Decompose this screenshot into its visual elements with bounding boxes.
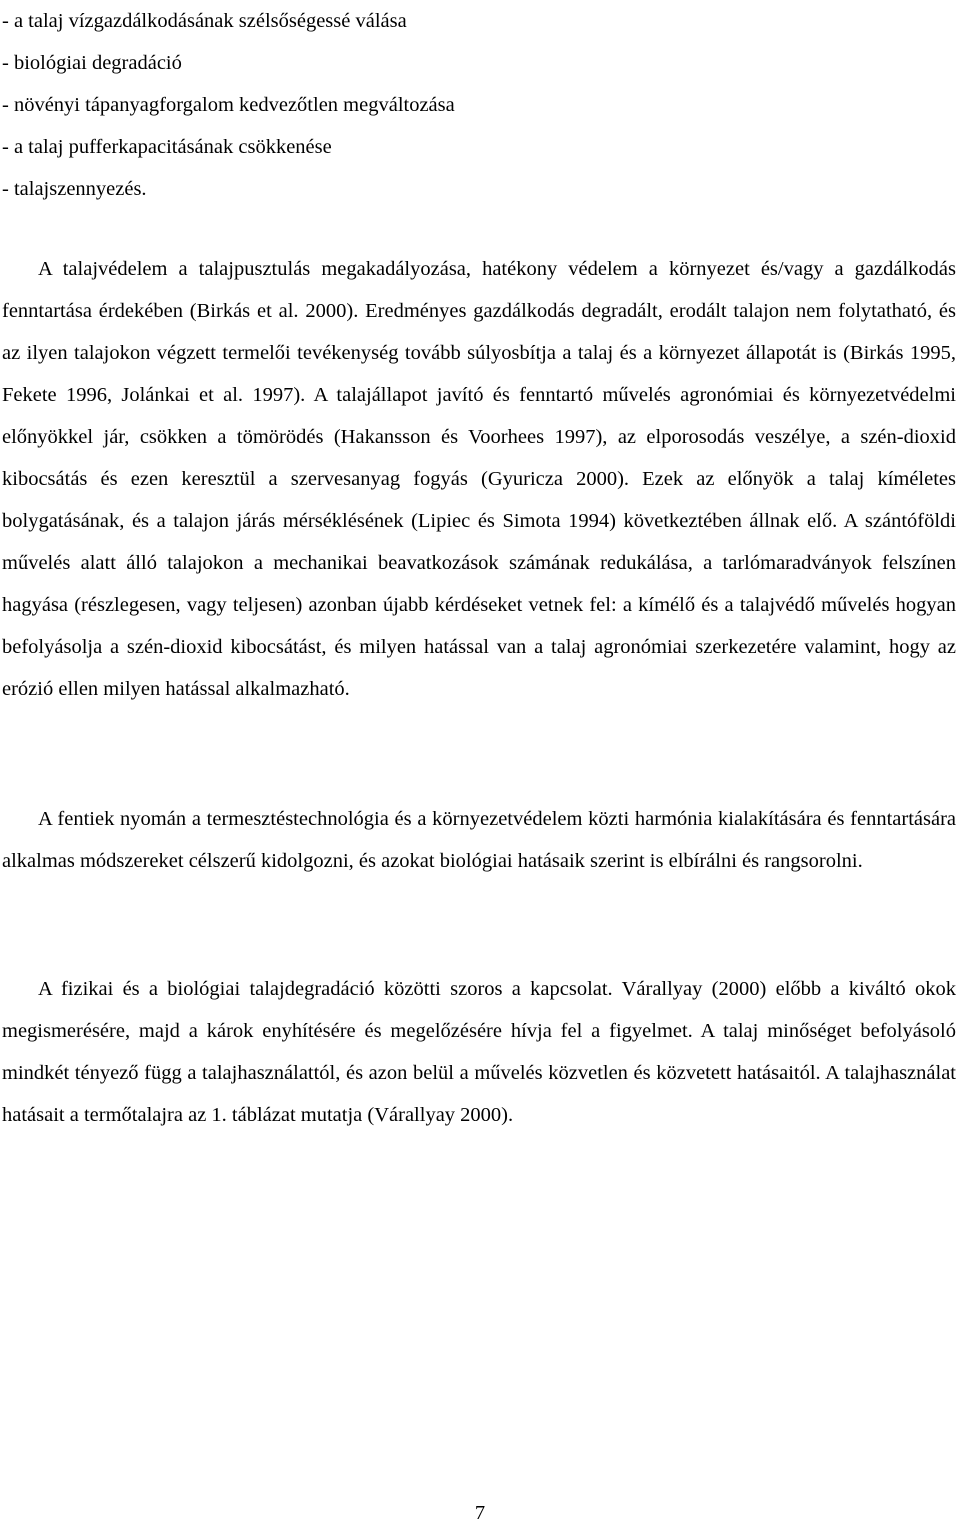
paragraph-harmony: A fentiek nyomán a termesztéstechnológia és a környezetvédelem közti harmónia kialakítására és fenntartására alkalmas módszereket célszerű kidolgozni, és azokat biológiai hatásaik szerint is elbírálni és rangsorolni. bbox=[2, 808, 956, 872]
paragraph-soil-protection: A talajvédelem a talajpusztulás megakadályozása, hatékony védelem a környezet és/vagy a gazdálkodás fenntartása érdekében (Birkás et al. 2000). Eredményes gazdálkodás degradált, erodált talajon nem folytatható, és az ilyen talajokon végzett termelői tevékenység tovább súlyosbítja a talaj és a környezet állapotát is (Birkás 1995, Fekete 1996, Jolánkai et al. 1997). A talajállapot javító és fenntartó művelés agronómiai és környezetvédelmi előnyökkel jár, csökken a tömörödés (Hakansson és Voorhees 1997), az elporosodás veszélye, a szén-dioxid kibocsátás és ezen keresztül a szervesanyag fogyás (Gyuricza 2000). Ezek az előnyök a talaj kíméletes bolygatásának, és a talajon járás mérséklésének (Lipiec és Simota 1994) következtében állnak elő. A szántóföldi művelés alatt álló talajokon a mechanikai beavatkozások számának redukálása, a tarlómaradványok felszínen hagyása (részlegesen, vagy teljesen) azonban újabb kérdéseket vetnek fel: a kímélő és a talajvédő művelés hogyan befolyásolja a szén-dioxid kibocsátást, és milyen hatással van a talaj agronómiai szerkezetére valamint, hogy az erózió ellen milyen hatással alkalmazható. bbox=[2, 258, 956, 700]
list-item: - biológiai degradáció bbox=[2, 52, 182, 74]
paragraph-degradation-link: A fizikai és a biológiai talajdegradáció közötti szoros a kapcsolat. Várallyay (2000) előbb a kiváltó okok megismerésére, majd a károk enyhítésére és megelőzésére hívja fel a figyelmet. A talaj minőséget befolyásoló mindkét tényező függ a talajhasználattól, és azon belül a művelés közvetlen és közvetett hatásaitól. A talajhasználat hatásait a termőtalajra az 1. táblázat mutatja (Várallyay 2000). bbox=[2, 978, 956, 1126]
list-item: - talajszennyezés. bbox=[2, 178, 147, 200]
list-item: - növényi tápanyagforgalom kedvezőtlen megváltozása bbox=[2, 94, 455, 116]
list-item: - a talaj vízgazdálkodásának szélsőségessé válása bbox=[2, 10, 407, 32]
list-item: - a talaj pufferkapacitásának csökkenése bbox=[2, 136, 332, 158]
page-number: 7 bbox=[474, 1502, 486, 1524]
degradation-list bbox=[2, 0, 942, 210]
